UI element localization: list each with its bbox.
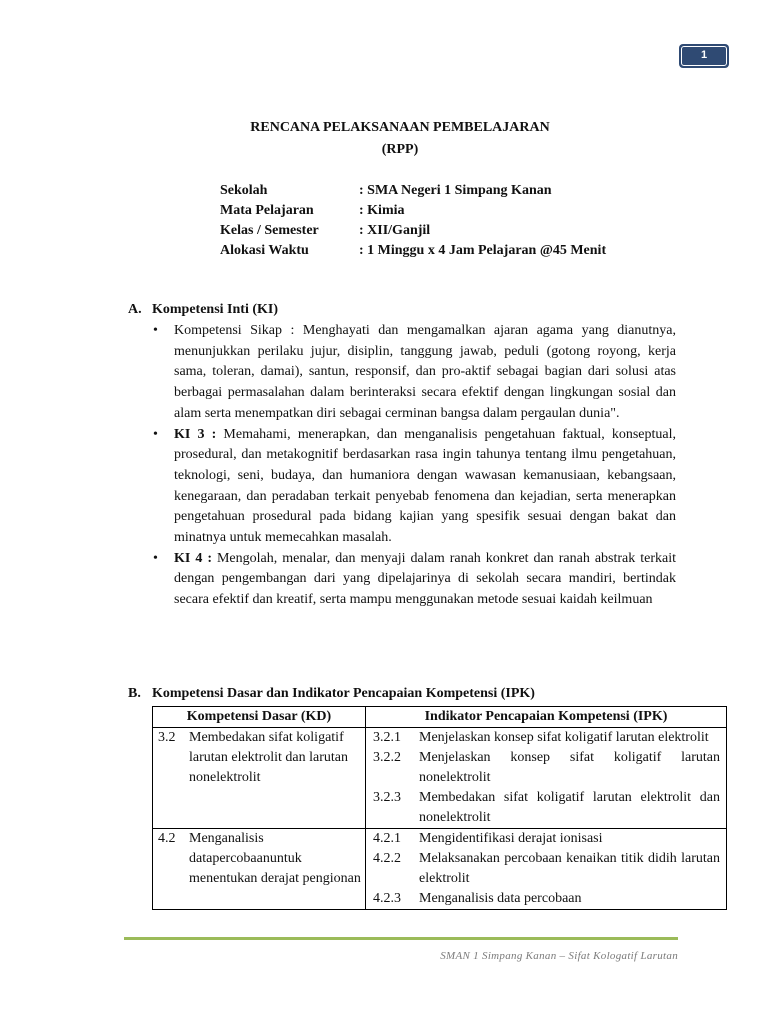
indicator-number: 3.2.3 (373, 790, 401, 805)
indicator-item (366, 728, 726, 748)
indicator-number: 4.2.2 (373, 851, 401, 866)
bullet-icon: • (153, 426, 158, 442)
kd-number: 3.2 (158, 730, 176, 745)
kd-cell (153, 829, 366, 910)
indicator-number: 3.2.2 (373, 750, 401, 765)
indicator-text: Menganalisis data percobaan (419, 891, 582, 906)
ki-list (153, 321, 676, 611)
column-header-kd: Kompetensi Dasar (KD) (153, 707, 366, 728)
kd-text: Membedakan sifat koligatif larutan elektrolit dan larutan nonelektrolit (189, 730, 348, 785)
document-title: RENCANA PELAKSANAAN PEMBELAJARAN (250, 120, 550, 135)
info-value: : XII/Ganjil (359, 223, 431, 238)
indicator-text: Mengidentifikasi derajat ionisasi (419, 831, 603, 846)
section-title: Kompetensi Inti (KI) (152, 302, 278, 317)
indicator-item (366, 889, 726, 909)
indicator-text: Membedakan sifat koligatif larutan elektrolit dan nonelektrolit (419, 790, 720, 825)
indicator-item (366, 788, 726, 828)
column-header-ipk: Indikator Pencapaian Kompetensi (IPK) (366, 707, 727, 728)
table-header-row (153, 707, 727, 728)
info-value: : SMA Negeri 1 Simpang Kanan (359, 183, 552, 198)
ipk-cell (366, 829, 727, 910)
bullet-icon: • (153, 550, 158, 566)
indicator-item (366, 748, 726, 788)
info-row (220, 221, 606, 241)
ki-text: Kompetensi Sikap : Menghayati dan mengamalkan ajaran agama yang dianutnya, menunjukkan perilaku jujur, disiplin, tanggung jawab, peduli (gotong royong, kerja sama, toleran, damai), santun, responsif, dan pro-aktif sebagai bagian dari solusi atas berbagai permasalahan dalam berinteraksi secara efektif dengan lingkungan sosial dan alam serta menempatkan diri sebagai cerminan bangsa dalam pergaulan dunia". (174, 323, 676, 421)
indicator-number: 3.2.1 (373, 730, 401, 745)
page-number-badge (679, 44, 729, 68)
info-row (220, 241, 606, 261)
indicator-text: Menjelaskan konsep sifat koligatif larutan nonelektrolit (419, 750, 720, 785)
info-value: : 1 Minggu x 4 Jam Pelajaran @45 Menit (359, 243, 607, 258)
document-subtitle: (RPP) (381, 142, 419, 157)
section-letter: A. (128, 302, 142, 317)
table-row (153, 829, 727, 910)
ipk-cell (366, 728, 727, 829)
section-title: Kompetensi Dasar dan Indikator Pencapaian Kompetensi (IPK) (152, 686, 535, 701)
indicator-number: 4.2.1 (373, 831, 401, 846)
info-label: Kelas / Semester (220, 223, 319, 238)
indicator-text: Melaksanakan percobaan kenaikan titik didih larutan elektrolit (419, 851, 720, 886)
footer-divider (124, 937, 678, 940)
ki-lead: KI 4 : (174, 550, 212, 566)
indicator-item (366, 849, 726, 889)
info-label: Sekolah (220, 183, 268, 198)
section-b-heading (128, 686, 535, 702)
kd-cell (153, 728, 366, 829)
info-value: : Kimia (359, 203, 405, 218)
kd-ipk-table (152, 706, 727, 910)
bullet-icon: • (153, 323, 158, 338)
kd-text: Menganalisis datapercobaanuntuk menentukan derajat pengionan (189, 831, 361, 886)
info-label: Mata Pelajaran (220, 203, 314, 218)
section-a-heading (128, 302, 278, 318)
kd-number: 4.2 (158, 831, 176, 846)
indicator-text: Menjelaskan konsep sifat koligatif larutan elektrolit (419, 730, 709, 745)
list-item (153, 549, 676, 611)
info-label: Alokasi Waktu (220, 243, 309, 258)
page-number: 1 (681, 46, 727, 66)
section-letter: B. (128, 686, 141, 701)
info-row (220, 181, 606, 201)
indicator-number: 4.2.3 (373, 891, 401, 906)
identity-block (220, 181, 606, 261)
info-row (220, 201, 606, 221)
ki-text: Mengolah, menalar, dan menyaji dalam ranah konkret dan ranah abstrak terkait dengan pengembangan dari yang dipelajarinya di sekolah secara mandiri, bertindak secara efektif dan kreatif, serta mampu menggunakan metode sesuai kaidah keilmuan (174, 550, 677, 608)
list-item (153, 321, 676, 425)
footer-text: SMAN 1 Simpang Kanan – Sifat Kologatif Larutan (440, 950, 678, 962)
table-row (153, 728, 727, 829)
ki-text: Memahami, menerapkan, dan menganalisis pengetahuan faktual, konseptual, prosedural, dan metakognitif berdasarkan rasa ingin tahunya tentang ilmu pengetahuan, teknologi, seni, budaya, dan humaniora dengan wawasan kemanusiaan, kebangsaan, kenegaraan, dan peradaban terkait penyebab fenomena dan kejadian, serta menerapkan pengetahuan prosedural pada bidang kajian yang spesifik sesuai dengan bakat dan minatnya untuk memecahkan masalah. (174, 426, 676, 546)
indicator-item (366, 829, 726, 849)
ki-lead: KI 3 : (174, 426, 217, 442)
list-item (153, 425, 676, 549)
